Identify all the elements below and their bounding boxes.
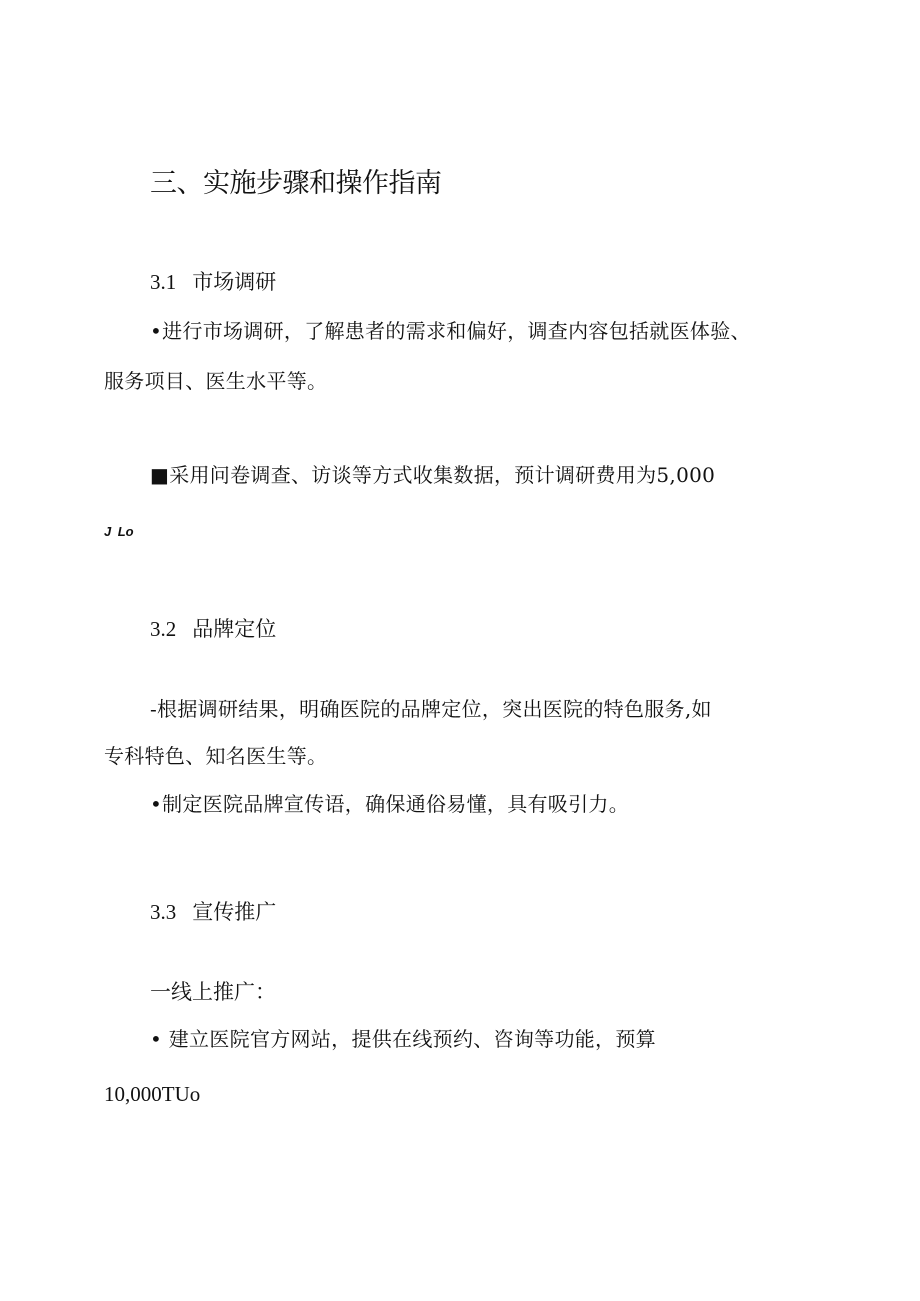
heading-3-3-number: 3.3 <box>150 900 177 924</box>
s32-para1-line1: -根据调研结果，明确医院的品牌定位，突出医院的特色服务,如 <box>150 697 712 721</box>
s31-para2-line2: J Lo <box>104 524 134 539</box>
s33-para1-line2: 10,000TUo <box>104 1082 201 1106</box>
section-title: 三、实施步骤和操作指南 <box>150 168 442 199</box>
heading-3-2 <box>150 617 276 642</box>
heading-3-1 <box>150 270 276 295</box>
s32-para2-line1: •制定医院品牌宣传语，确保通俗易懂，具有吸引力。 <box>150 792 629 816</box>
heading-3-3 <box>150 900 276 925</box>
s32-para1-line2: 专科特色、知名医生等。 <box>104 744 328 768</box>
heading-3-1-number: 3.1 <box>150 270 177 294</box>
heading-3-2-label: 品牌定位 <box>192 617 277 641</box>
heading-3-2-number: 3.2 <box>150 617 177 641</box>
s33-subheading: 一线上推广： <box>150 980 276 1004</box>
s31-para2-line1: ■采用问卷调查、访谈等方式收集数据，预计调研费用为5,000 <box>150 463 716 487</box>
s33-para1-line1: • 建立医院官方网站，提供在线预约、咨询等功能，预算 <box>150 1027 656 1051</box>
heading-3-1-label: 市场调研 <box>192 270 277 294</box>
s31-para1-line2: 服务项目、医生水平等。 <box>104 369 328 393</box>
heading-3-3-label: 宣传推广 <box>192 900 277 924</box>
s31-para1-line1: •进行市场调研，了解患者的需求和偏好，调查内容包括就医体验、 <box>150 319 751 343</box>
